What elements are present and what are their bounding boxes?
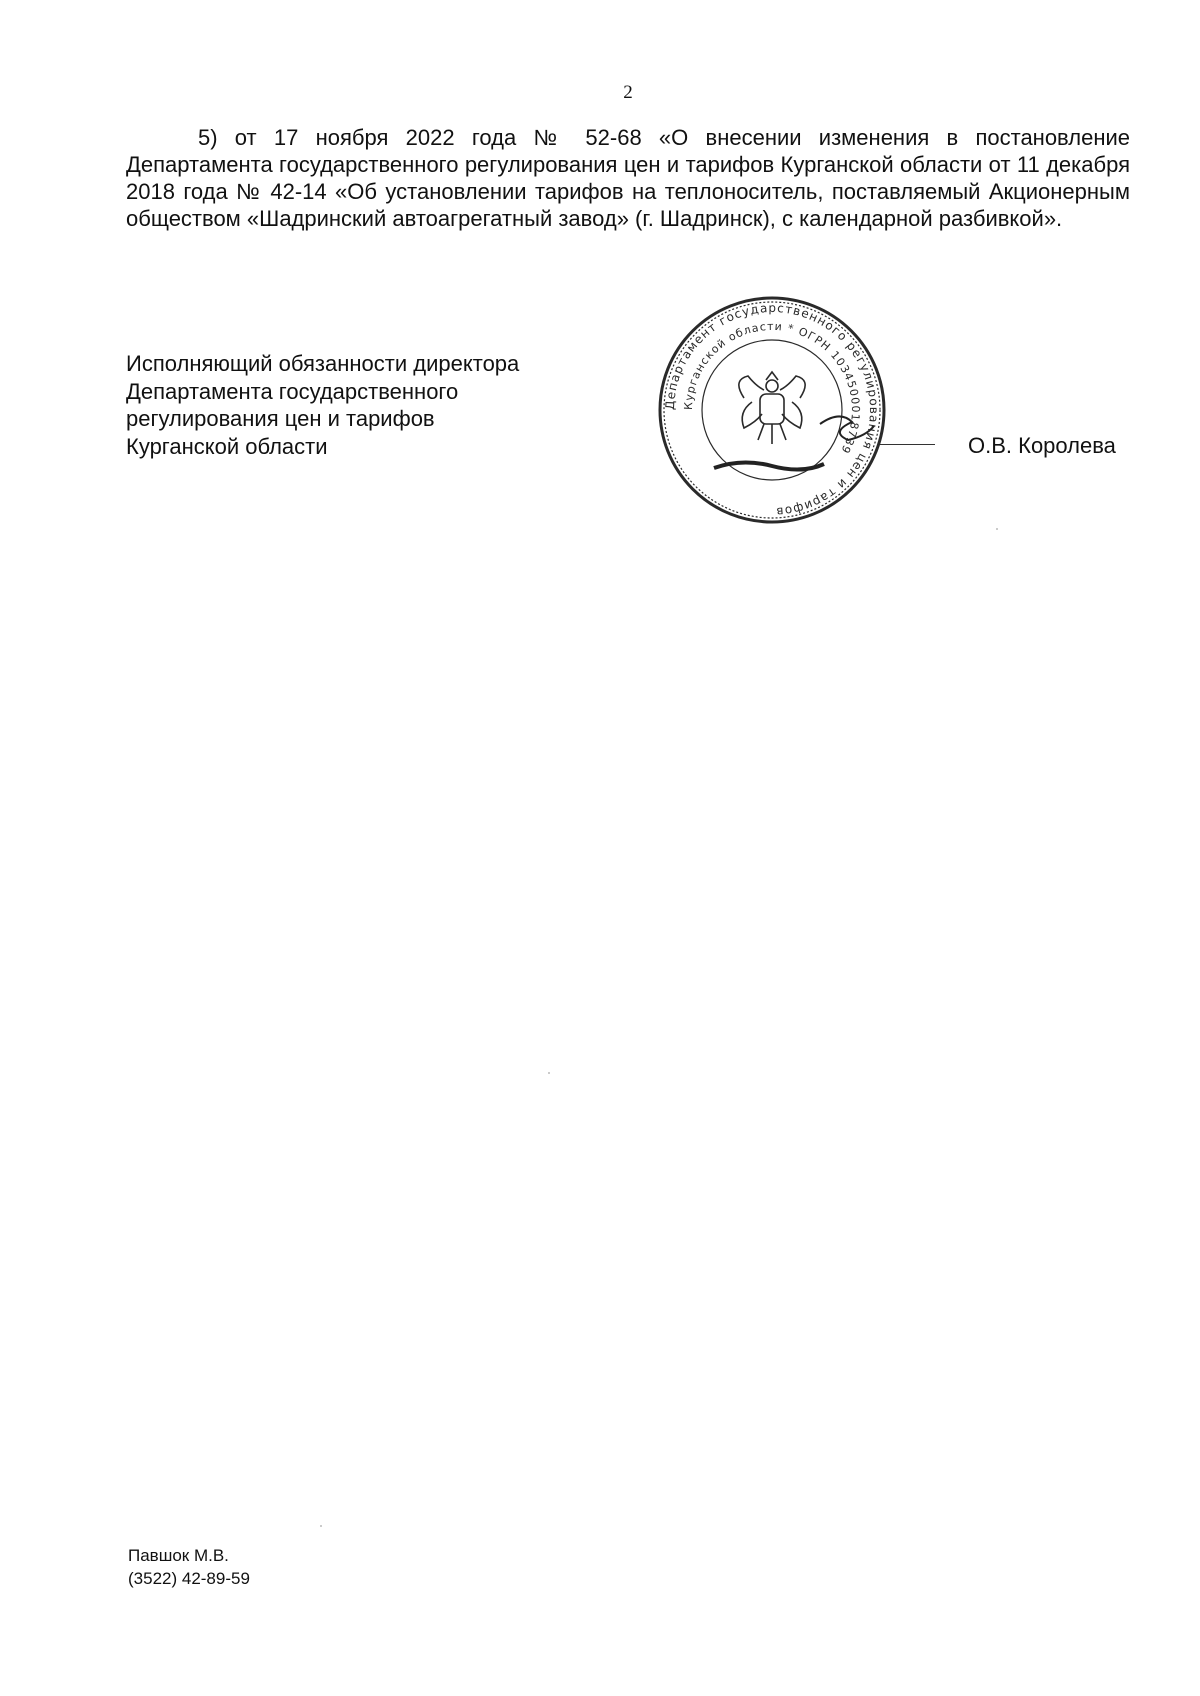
page-number: 2 [623,82,633,103]
executor-name: Павшок М.В. [128,1546,229,1565]
signer-title-line: Департамента государственного [126,378,459,404]
scan-speck [996,528,998,530]
signature-line [880,444,935,445]
signer-title-line: регулирования цен и тарифов [126,406,435,431]
signer-title-line: Курганской области [126,433,328,459]
executor-phone: (3522) 42-89-59 [128,1569,250,1588]
signer-title-line: Исполняющий обязанности директора [126,351,520,376]
executor-block [128,1544,250,1590]
signer-name: О.В. Королева [968,433,1116,458]
scan-speck [320,1525,322,1527]
signer-title [126,350,519,460]
seal-inner-text: Курганской области * ОГРН 1034500018739 [681,319,863,457]
scan-speck [548,1072,550,1074]
body-paragraph: 5) от 17 ноября 2022 года № 52-68 «О внесении изменения в постановление Департамента государственного регулирования цен и тарифов Курганской области от 11 декабря 2018 года № 42-14 «Об установлении тарифов на теплоноситель, поставляемый Акционерным обществом «Шадринский автоагрегатный завод» (г. Шадринск), с календарной разбивкой». [126,125,1130,231]
official-seal [652,290,892,530]
eagle-emblem-icon [739,372,805,444]
svg-text:Департамент государственного р [663,301,881,519]
seal-outer-text: Департамент государственного регулирования цен и тарифов [662,300,882,520]
